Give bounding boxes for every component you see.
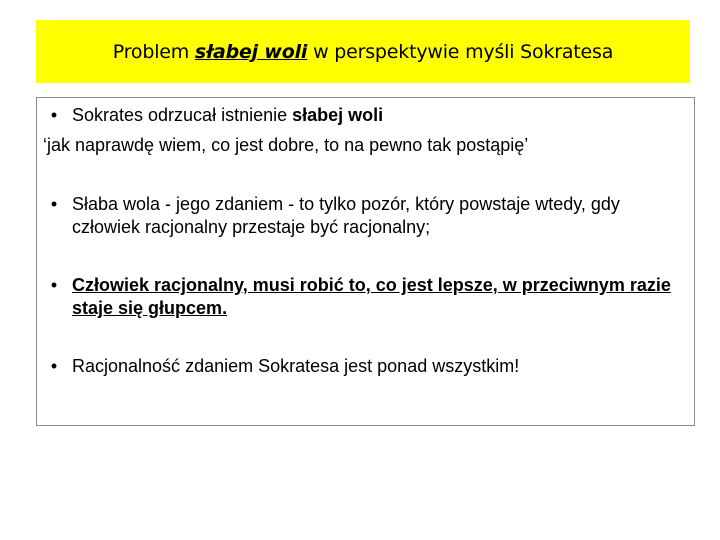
title-banner xyxy=(36,20,690,83)
bullet-symbol: • xyxy=(50,275,58,295)
bullet-text-plain: Sokrates odrzucał istnienie xyxy=(72,105,293,125)
content-box xyxy=(36,97,695,426)
bullet-symbol: • xyxy=(50,105,58,125)
bullet-symbol: • xyxy=(50,194,58,214)
bullet-item xyxy=(44,274,688,320)
bullet-item xyxy=(44,104,688,127)
title-emphasis: słabej woli xyxy=(194,40,308,63)
bullet-text: Słaba wola - jego zdaniem - to tylko pozór, który powstaje wtedy, gdy człowiek racjonalny przestaje być racjonalny; xyxy=(72,194,620,237)
bullet-item xyxy=(44,193,688,239)
quote-line: ‘jak naprawdę wiem, co jest dobre, to na pewno tak postąpię’ xyxy=(43,135,529,155)
slide-title xyxy=(113,41,613,63)
bullet-text xyxy=(72,104,688,127)
bullet-text-emphasized: Człowiek racjonalny, musi robić to, co jest lepsze, w przeciwnym razie staje się głupcem. xyxy=(72,275,671,318)
title-text-after: w perspektywie myśli Sokratesa xyxy=(307,40,614,63)
title-text-before: Problem xyxy=(112,40,195,63)
bullet-symbol: • xyxy=(50,356,58,376)
bullet-text-bold: słabej woli xyxy=(292,105,384,125)
bullet-item xyxy=(44,355,688,378)
bullet-text: Racjonalność zdaniem Sokratesa jest ponad wszystkim! xyxy=(72,356,520,376)
